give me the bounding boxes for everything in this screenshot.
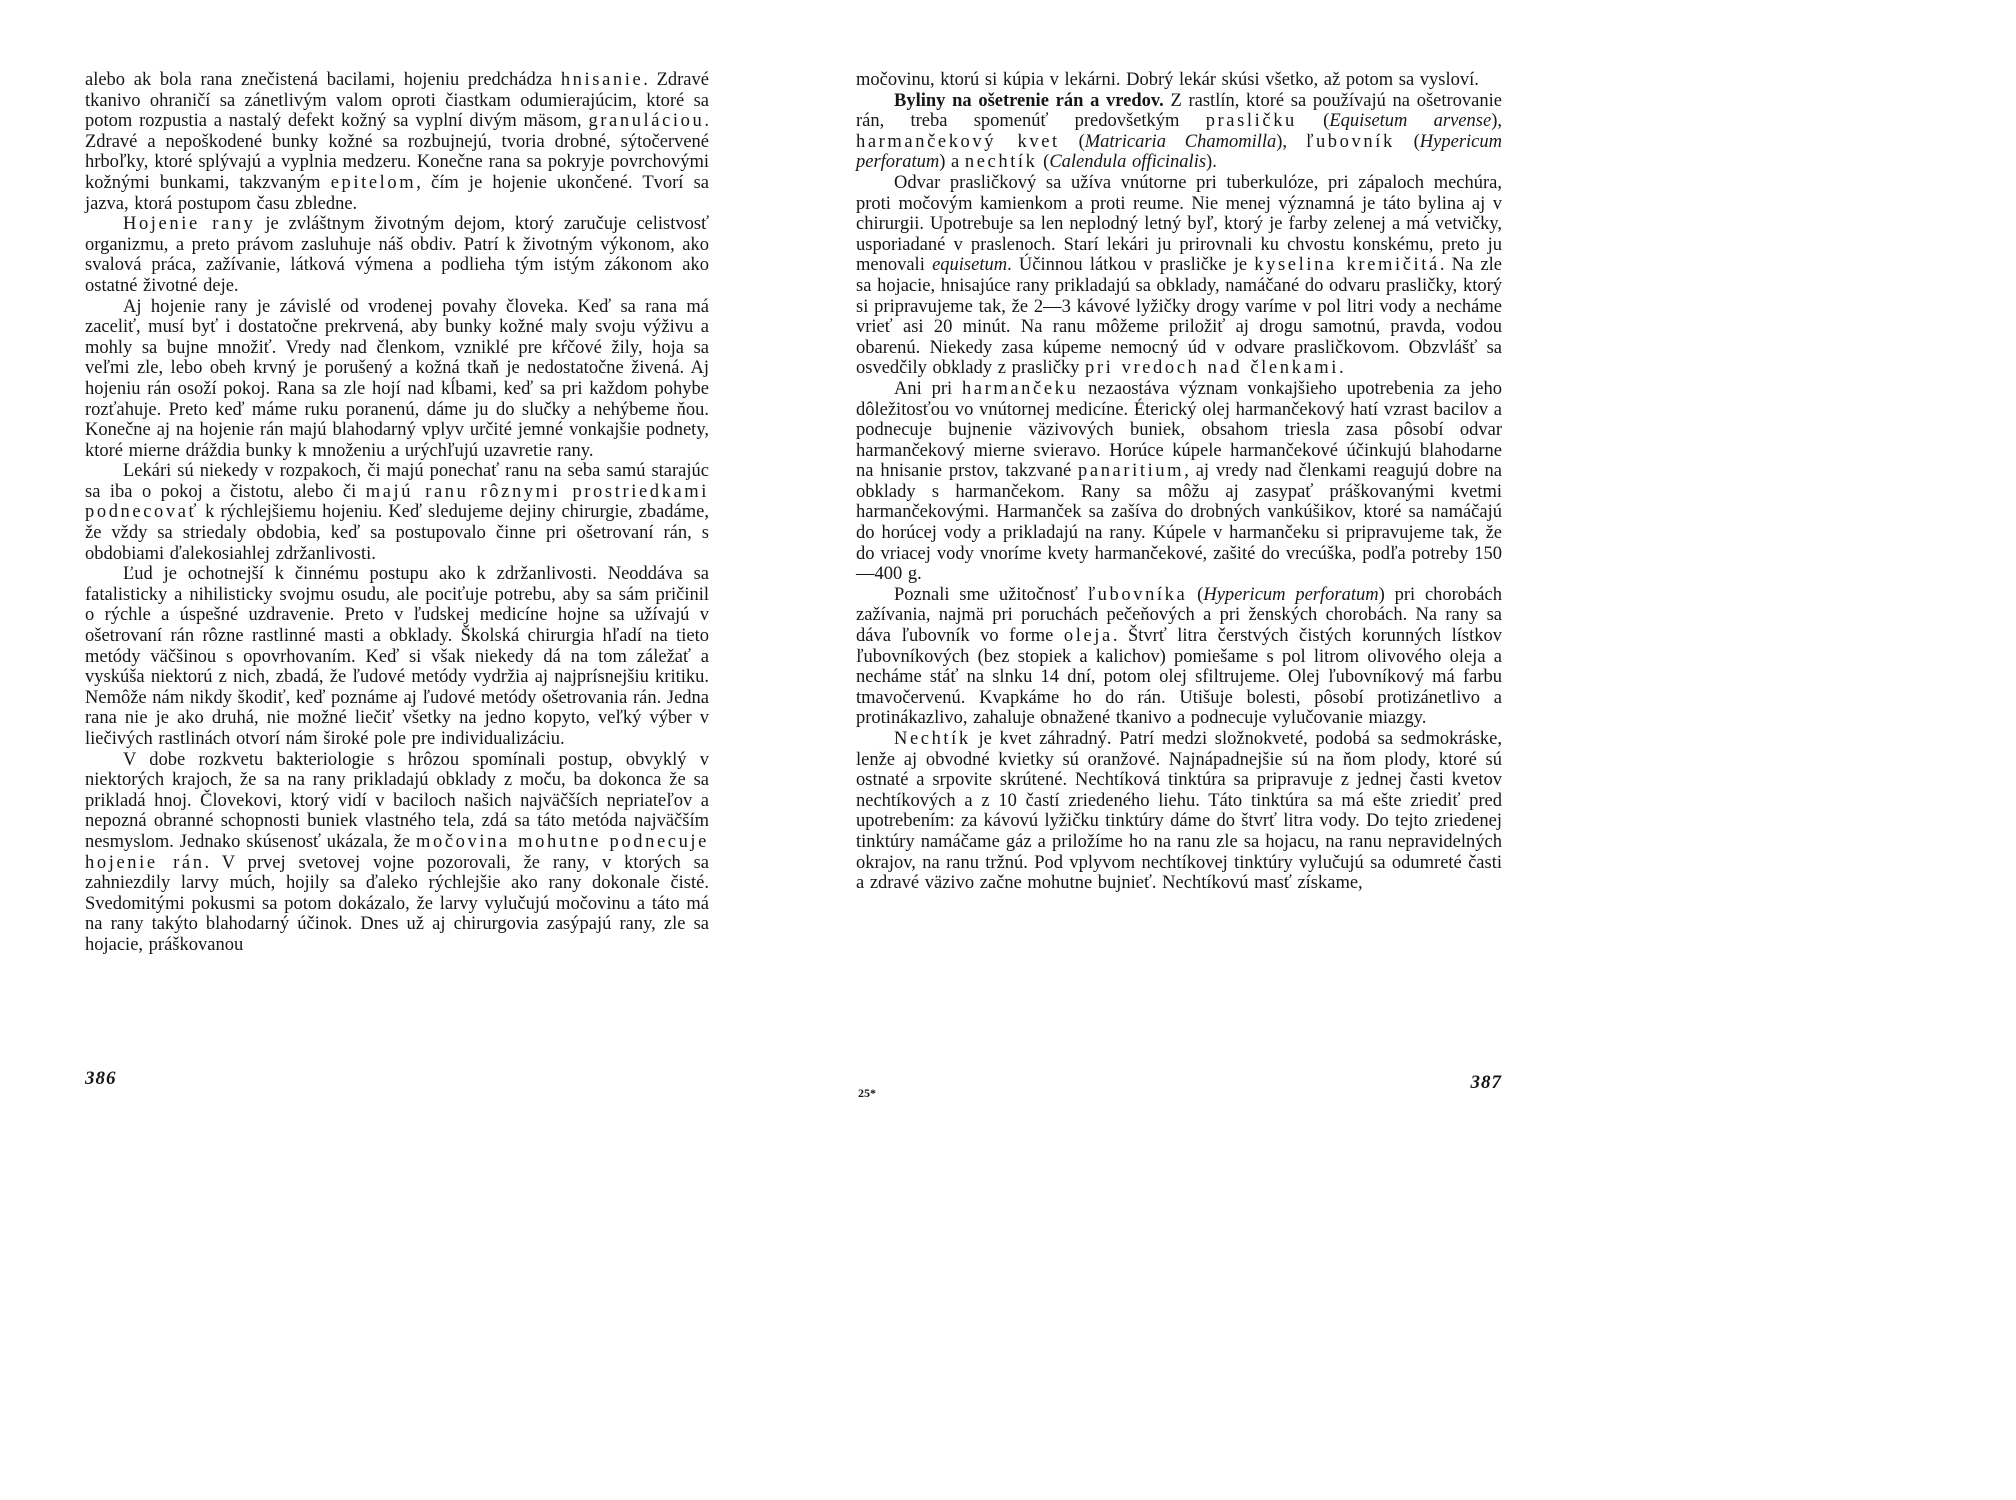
paragraph: Aj hojenie rany je závislé od vrodenej povahy človeka. Keď sa rana má zaceliť, musí byť i dostatočne prekrvená, aby bunky kožné maly svoju výživu a mohly sa bujne množiť. Vredy nad členkom, vzniklé pre kŕčové žily, hoja sa veľmi zle, lebo obeh krvný je porušený a kožná tkaň je nedostatočne živená. Aj hojeniu rán osoží pokoj. Rana sa zle hojí nad kĺbami, keď sa pri každom pohybe rozťahuje. Preto keď máme ruku poranenú, dáme ju do slučky a nehýbeme ňou. Konečne aj na hojenie rán majú blahodarný vplyv určité jemné vonkajšie podnety, ktoré mierne dráždia bunky k množeniu a urýchľujú uzavretie rany. [85, 296, 709, 461]
latin-name: Matricaria Chamomilla [1084, 131, 1277, 152]
letterspaced-text: oleja [1063, 626, 1113, 647]
paragraph: Poznali sme užitočnosť ľubovníka (Hypericum perforatum) pri chorobách zažívania, najmä pri poruchách pečeňových a pri ženských chorobách. Na rany sa dáva ľubovník vo forme oleja. Štvrť litra čerstvých čistých korunných lístkov ľubovníkových (bez stopiek a kalichov) pomiešame s pol litrom olivového oleja a necháme stáť na slnku 14 dní, potom olej sfiltrujeme. Olej ľubovníkový má farbu tmavočervenú. Kvapkáme ho do rán. Utišuje bolesti, pôsobí protizánetlivo a protinákazlivo, zahaluje obnažené tkanivo a podnecuje vylučovanie miazgy. [856, 584, 1502, 729]
signature-mark: 25* [858, 1086, 876, 1100]
page-left [85, 70, 709, 956]
letterspaced-text: močovina mohutne podnecuje hojenie rán [85, 831, 709, 873]
paragraph: močovinu, ktorú si kúpia v lekárni. Dobrý lekár skúsi všetko, až potom sa vysloví. [856, 70, 1479, 90]
letterspaced-text: ľubovníka [1087, 584, 1188, 605]
letterspaced-text: hnisanie [560, 70, 644, 90]
letterspaced-text: prasličku [1205, 111, 1297, 132]
paragraph: alebo ak bola rana znečistená bacilami, hojeniu predchádza hnisanie. Zdravé tkanivo ohraničí sa zánetlivým valom oproti čiastkam odumierajúcim, ktoré sa potom rozpustia a nastalý defekt kožný sa vyplní divým mäsom, granuláciou. Zdravé a nepoškodené bunky kožné sa rozbujnejú, tvoria drobné, sýtočervené hrboľky, ktoré splývajú a vyplnia medzeru. Konečne rana sa pokryje povrchovými kožnými bunkami, takzvaným epitelom, čím je hojenie ukončené. Tvorí sa jazva, ktorá postupom času zbledne. [85, 70, 709, 214]
letterspaced-text: Hojenie rany [123, 214, 256, 235]
latin-name: Hypericum perforatum [856, 131, 1502, 173]
letterspaced-text: granuláciou [588, 111, 705, 132]
paragraph: Nechtík je kvet záhradný. Patrí medzi složnokveté, podobá sa sedmokráske, lenže aj obvodné kvietky sú oranžové. Najnápadnejšie sú na ňom plody, ktoré sú ostnaté a srpovite skrútené. Nechtíková tinktúra sa pripravuje z jednej časti kvetov nechtíkových a z 10 častí zriedeného liehu. Táto tinktúra sa má ešte zriediť pred upotrebením: za kávovú lyžičku tinktúry dáme do štvrť litra vody. Do tejto zriedenej tinktúry namáčame gáz a priložíme ho na ranu zle sa hojacu, na ranu nepravidelných okrajov, na ranu tržnú. Pod vplyvom nechtíkovej tinktúry vylučujú sa odumreté časti a zdravé väzivo začne mohutne bujnieť. Nechtíkovú masť získame, [856, 729, 1502, 894]
letterspaced-text: harmančeku [961, 378, 1079, 399]
bold-lead-in: Byliny na ošetrenie rán a vredov. [894, 90, 1164, 111]
letterspaced-text: majú ranu rôznymi prostriedkami podnecovať [85, 481, 710, 523]
latin-name: Calendula officinalis [1049, 152, 1207, 173]
page-right-text [856, 70, 1502, 894]
letterspaced-text: harmančekový kvet [856, 131, 1060, 152]
letterspaced-text: Nechtík [894, 729, 971, 749]
paragraph: Odvar prasličkový sa užíva vnútorne pri tuberkulóze, pri zápaloch mechúra, proti močovým kamienkom a proti reume. Nie menej významná je táto bylina aj v chirurgii. Upotrebuje sa len neplodný letný byľ, ktorý je farby zelenej a má vetvičky, usporiadané v praslenoch. Starí lekári ju prirovnali ku chvostu konskému, preto ju menovali equisetum. Účinnou látkou v prasličke je kyselina kremičitá. Na zle sa hojacie, hnisajúce rany prikladajú sa obklady, namáčané do odvaru prasličky, ktorý si pripravujeme tak, že 2—3 kávové lyžičky drogy varíme v pol litri vody a necháme vrieť asi 20 minút. Na ranu môžeme priložiť aj drogu samotnú, pravda, vodou obarenú. Niekedy zasa kúpeme nemocný úd v odvare prasličkovom. Obzvlášť sa osvedčily obklady z prasličky pri vredoch nad členkami. [856, 172, 1503, 379]
latin-name: Hypericum perforatum [1203, 584, 1379, 605]
paragraph: V dobe rozkvetu bakteriologie s hrôzou spomínali postup, obvyklý v niektorých krajoch, že sa na rany prikladajú obklady z moču, ba dokonca že sa prikladá hnoj. Človekovi, ktorý vidí v baciloch našich najväčších nepriateľov a nepozná obranné schopnosti buniek vlastného tela, zdá sa táto metóda najväčším nesmyslom. Jednako skúsenosť ukázala, že močovina mohutne podnecuje hojenie rán. V prvej svetovej vojne pozorovali, že rany, v ktorých sa zahniezdily larvy múch, hojily sa ďaleko rýchlejšie ako rany dokonale čisté. Svedomitými pokusmi sa potom dokázalo, že larvy vylučujú močovinu a táto má na rany takýto blahodarný účinok. Dnes už aj chirurgovia zasýpajú rany, zle sa hojacie, práškovanou [85, 749, 709, 955]
letterspaced-text: nechtík [964, 152, 1038, 173]
latin-name: Equisetum arvense [1329, 111, 1492, 132]
letterspaced-text: panaritium [1078, 461, 1185, 482]
paragraph: Ľud je ochotnejší k činnému postupu ako k zdržanlivosti. Neoddáva sa fatalisticky a nihilisticky svojmu osudu, ale pociťuje potrebu, aby sa sám pričinil o rýchle a úspešné uzdravenie. Preto v ľudskej medicíne hojne sa užívajú v ošetrovaní rán rôzne rastlinné masti a obklady. Školská chirurgia hľadí na tieto metódy väčšinou s opovrhovaním. Keď si však niekedy dá na tom záležať a vyskúša niektorú z nich, zbadá, že ľudové metódy vydržia aj najprísnejšiu kritiku. Nemôže nám nikdy škodiť, keď poznáme aj ľudové metódy ošetrovania rán. Jedna rana nie je ako druhá, nie možné liečiť všetky na jedno kopyto, veľký výber v liečivých rastlinách otvorí nám široké pole pre individualizáciu. [85, 564, 709, 749]
paragraph: Byliny na ošetrenie rán a vredov. Z rastlín, ktoré sa používajú na ošetrovanie rán, treba spomenúť predovšetkým prasličku (Equisetum arvense), harmančekový kvet (Matricaria Chamomilla), ľubovník (Hypericum perforatum) a nechtík (Calendula officinalis). [856, 90, 1502, 173]
paragraph: Hojenie rany je zvláštnym životným dejom, ktorý zaručuje celistvosť organizmu, a preto právom zasluhuje náš obdiv. Patrí k životným výkonom, ako svalová práca, zažívanie, látková výmena a podlieha tým istým zákonom ako ostatné životné deje. [85, 214, 709, 296]
paragraph: Lekári sú niekedy v rozpakoch, či majú ponechať ranu na seba samú starajúc sa iba o pokoj a čistotu, alebo či majú ranu rôznymi prostriedkami podnecovať k rýchlejšiemu hojeniu. Keď sledujeme dejiny chirurgie, zbadáme, že vždy sa striedaly obdobia, keď sa postupovalo činne pri ošetrovaní rán, s obdobiami ďalekosiahlej zdržanlivosti. [85, 461, 710, 564]
letterspaced-text: epitelom [330, 172, 417, 193]
page-left-text [85, 70, 709, 956]
paragraph: Ani pri harmančeku nezaostáva význam vonkajšieho upotrebenia za jeho dôležitosťou vo vnútornej medicíne. Éterický olej harmančekový hatí vzrast bacilov a podnecuje bujnenie väzivových buniek, obsahom triesla zasa pôsobí odvar harmančekový mierne svieravo. Horúce kúpele harmančekové účinkujú blahodarne na hnisanie prstov, takzvané panaritium, aj vredy nad členkami reagujú dobre na obklady s harmančekom. Rany sa môžu aj zasypať práškovanými kvetmi harmančekovými. Harmanček sa zašíva do drobných vankúšikov, ktoré sa namáčajú do horúcej vody a prikladajú na rany. Kúpele v harmančeku si pripravujeme tak, že do vriacej vody vnoríme kvety harmančekové, zašité do vrecúška, podľa potreby 150—400 g. [856, 378, 1502, 585]
page-number-left: 386 [85, 1068, 117, 1089]
letterspaced-text: kyselina kremičitá [1254, 255, 1440, 276]
page-number-right: 387 [1470, 1072, 1502, 1093]
latin-name: equisetum [932, 255, 1008, 276]
page-right [856, 70, 1502, 894]
letterspaced-text: ľubovník [1305, 131, 1395, 152]
letterspaced-text: pri vredoch nad členkami [1085, 358, 1339, 379]
